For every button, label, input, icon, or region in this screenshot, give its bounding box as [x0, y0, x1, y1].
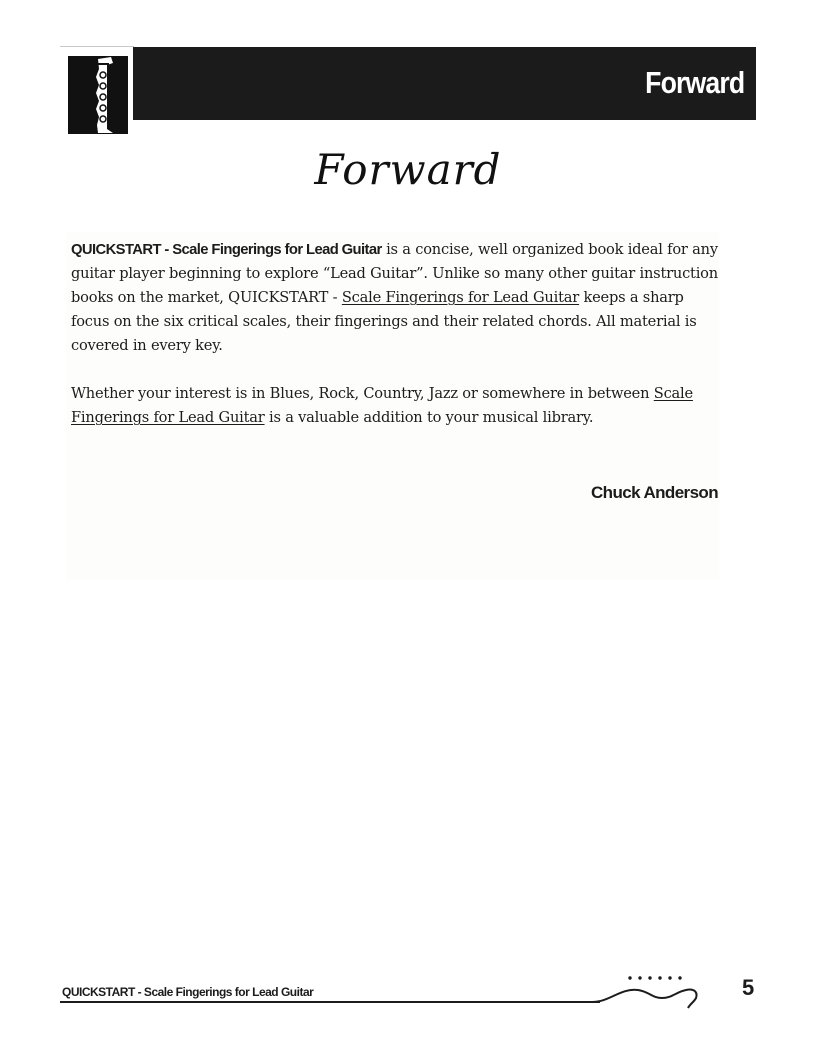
footer-book-title: QUICKSTART - Scale Fingerings for Lead Guitar [62, 985, 314, 999]
paragraph-text: is a valuable addition to your musical library. [264, 409, 594, 426]
intro-paragraph [71, 238, 719, 358]
second-paragraph [71, 382, 719, 430]
paragraph-text: keeps a sharp focus on the six critical scales, their fingerings and their related chords. All material is covered in every key. [71, 289, 697, 354]
guitar-outline-icon [590, 968, 702, 1014]
header-title: Forward [644, 65, 744, 100]
paragraph-text: is a concise, well organized book ideal for any guitar player beginning to explore “Lead Guitar”. Unlike so many other guitar instruction books on the market, QUICKSTART - [71, 241, 718, 306]
page-number: 5 [742, 975, 755, 1000]
top-rule [60, 46, 134, 47]
header-bar [133, 47, 756, 120]
author-name: Chuck Anderson [591, 483, 718, 502]
footer-rule [60, 1001, 600, 1003]
underlined-book-title: Scale Fingerings for Lead Guitar [341, 289, 580, 306]
book-title-bold: QUICKSTART - Scale Fingerings for Lead Guitar [71, 242, 382, 258]
page-title: Forward [314, 145, 502, 194]
underlined-book-title: Scale Fingerings for Lead Guitar [71, 385, 693, 426]
paragraph-text: Whether your interest is in Blues, Rock, Country, Jazz or somewhere in between [71, 385, 654, 402]
guitar-neck-logo-icon [67, 55, 129, 135]
